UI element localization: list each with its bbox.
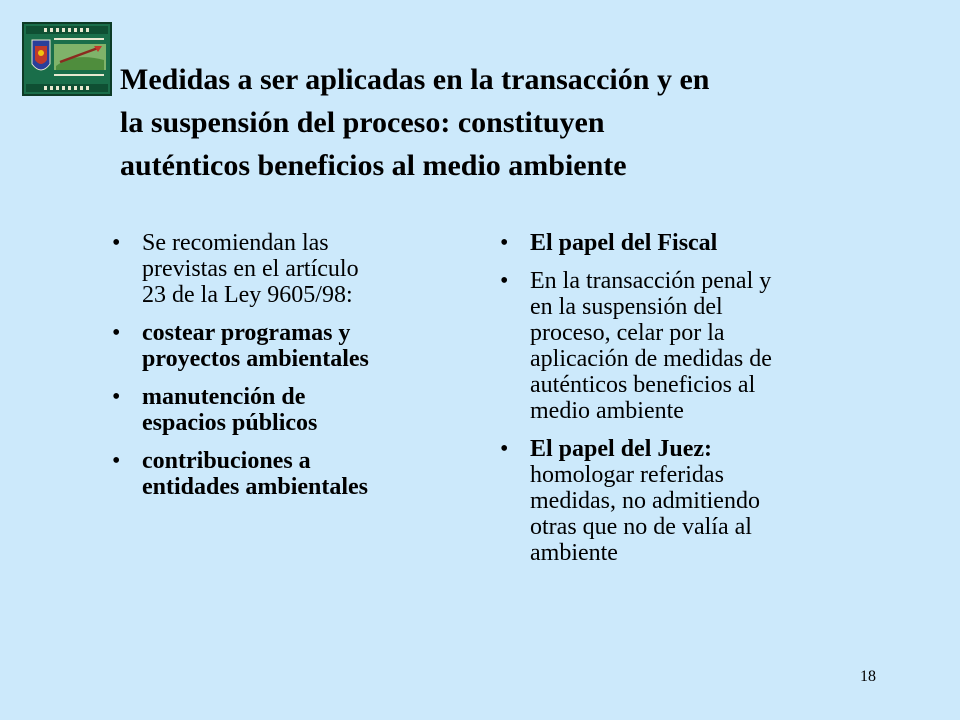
list-item-line: El papel del Fiscal: [530, 230, 718, 256]
title-line: la suspensión del proceso: constituyen: [120, 106, 605, 139]
list-item-line: medio ambiente: [530, 398, 684, 424]
list-item-line: manutención de: [142, 384, 306, 410]
right-bullet-list: [500, 230, 880, 578]
list-item-line: medidas, no admitiendo: [530, 488, 760, 514]
list-item: [112, 230, 457, 308]
list-item-line: contribuciones a: [142, 448, 311, 474]
list-item: [112, 384, 457, 436]
list-item-line: En la transacción penal y: [530, 268, 772, 294]
list-item-line: auténticos beneficios al: [530, 372, 756, 398]
bullet-icon: •: [112, 230, 121, 256]
list-item-line: costear programas y: [142, 320, 351, 346]
title-line: auténticos beneficios al medio ambiente: [120, 149, 627, 182]
list-item-line: otras que no de valía al: [530, 514, 752, 540]
title-line: Medidas a ser aplicadas en la transacción y en: [120, 63, 710, 96]
list-item-line: aplicación de medidas de: [530, 346, 772, 372]
page-number: 18: [860, 668, 876, 685]
left-bullet-list: [112, 230, 457, 512]
list-item: [500, 268, 880, 424]
list-item-line: espacios públicos: [142, 410, 318, 436]
list-item-line: previstas en el artículo: [142, 256, 359, 282]
list-item-line: ambiente: [530, 540, 618, 566]
list-item-line: proceso, celar por la: [530, 320, 725, 346]
list-item-line: homologar referidas: [530, 462, 724, 488]
list-item-line: proyectos ambientales: [142, 346, 369, 372]
list-item-line: entidades ambientales: [142, 474, 369, 500]
bullet-icon: •: [112, 384, 121, 410]
slide-title: [120, 58, 920, 187]
list-item: [500, 436, 880, 566]
logo-emblem-icon: [24, 24, 110, 94]
bullet-icon: •: [112, 448, 121, 474]
list-item: [112, 448, 457, 500]
bullet-icon: •: [500, 230, 509, 256]
list-item: [112, 320, 457, 372]
list-item-lead: El papel del Juez:: [530, 436, 713, 462]
list-item-line: en la suspensión del: [530, 294, 723, 320]
institute-logo: [22, 22, 112, 96]
bullet-icon: •: [500, 436, 509, 462]
list-item: [500, 230, 880, 256]
list-item-line: Se recomiendan las: [142, 230, 329, 256]
bullet-icon: •: [500, 268, 509, 294]
bullet-icon: •: [112, 320, 121, 346]
list-item-line: 23 de la Ley 9605/98:: [142, 282, 353, 308]
